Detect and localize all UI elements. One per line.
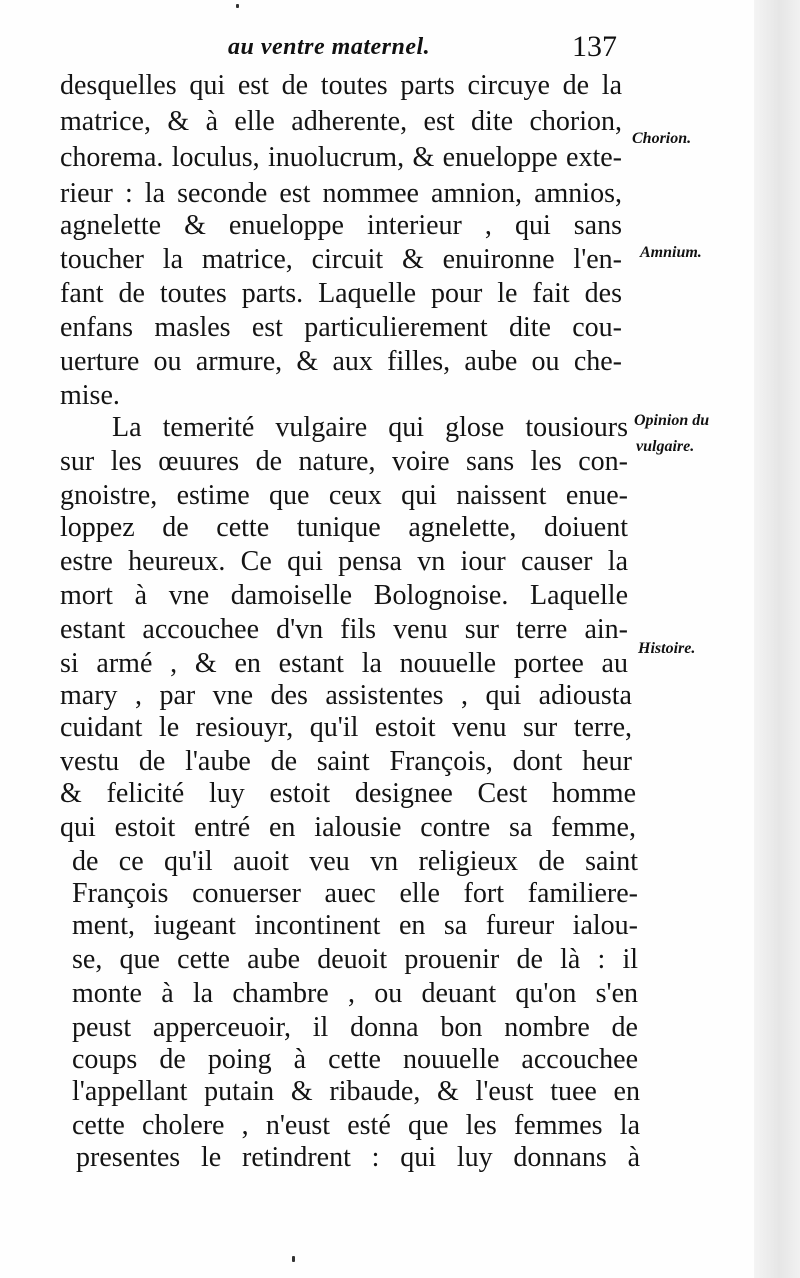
text-line: mary , par vne des assistentes , qui adiousta (60, 680, 632, 711)
text-line: François conuerser auec elle fort familiere- (72, 878, 638, 909)
text-line: sur les œuures de nature, voire sans les con- (60, 446, 628, 477)
margin-note-vulgaire: vulgaire. (636, 438, 695, 455)
text-line: coups de poing à cette nouuelle accouchee (72, 1044, 638, 1075)
ink-speck (292, 1256, 295, 1262)
page-number: 137 (572, 30, 617, 63)
text-line: presentes le retindrent : qui luy donnans à (76, 1142, 640, 1173)
text-line: monte à la chambre , ou deuant qu'on s'en (72, 978, 638, 1009)
text-line: l'appellant putain & ribaude, & l'eust tuee en (72, 1076, 640, 1107)
text-line: uerture ou armure, & aux filles, aube ou che- (60, 346, 622, 377)
text-line: mise. (60, 380, 120, 411)
text-line: enfans masles est particulierement dite cou- (60, 312, 622, 343)
text-line: desquelles qui est de toutes parts circuye de la (60, 70, 622, 101)
text-line: La temerité vulgaire qui glose tousiours (112, 412, 628, 443)
text-line: estant accouchee d'vn fils venu sur terre ain- (60, 614, 628, 645)
text-line: se, que cette aube deuoit prouenir de là : il (72, 944, 638, 975)
text-line: agnelette & enueloppe interieur , qui sans (60, 210, 622, 241)
text-line: estre heureux. Ce qui pensa vn iour causer la (60, 546, 628, 577)
text-line: & felicité luy estoit designee Cest homme (60, 778, 636, 809)
text-line: cette cholere , n'eust esté que les femmes la (72, 1110, 640, 1141)
text-line: chorema. loculus, inuolucrum, & enueloppe exte- (60, 142, 622, 173)
text-line: si armé , & en estant la nouuelle portee au (60, 648, 628, 679)
margin-note-amnium: Amnium. (640, 244, 702, 261)
text-line: matrice, & à elle adherente, est dite chorion, (60, 106, 622, 137)
text-line: de ce qu'il auoit veu vn religieux de saint (72, 846, 638, 877)
text-line: rieur : la seconde est nommee amnion, amnios, (60, 178, 622, 209)
running-title: au ventre maternel. (228, 34, 431, 60)
page-edge-shadow (754, 0, 800, 1278)
ink-speck (236, 4, 239, 8)
text-line: peust apperceuoir, il donna bon nombre de (72, 1012, 638, 1043)
text-line: cuidant le resiouyr, qu'il estoit venu sur terre, (60, 712, 632, 743)
text-line: ment, iugeant incontinent en sa fureur ialou- (72, 910, 638, 941)
text-line: loppez de cette tunique agnelette, doiuent (60, 512, 628, 543)
text-line: mort à vne damoiselle Bolognoise. Laquelle (60, 580, 628, 611)
margin-note-opinion: Opinion du (634, 412, 710, 429)
text-line: vestu de l'aube de saint François, dont heur (60, 746, 632, 777)
text-line: gnoistre, estime que ceux qui naissent enue- (60, 480, 628, 511)
text-line: toucher la matrice, circuit & enuironne l'en- (60, 244, 622, 275)
text-line: fant de toutes parts. Laquelle pour le fait des (60, 278, 622, 309)
text-line: qui estoit entré en ialousie contre sa femme, (60, 812, 636, 843)
margin-note-chorion: Chorion. (632, 130, 692, 147)
margin-note-histoire: Histoire. (638, 640, 696, 657)
